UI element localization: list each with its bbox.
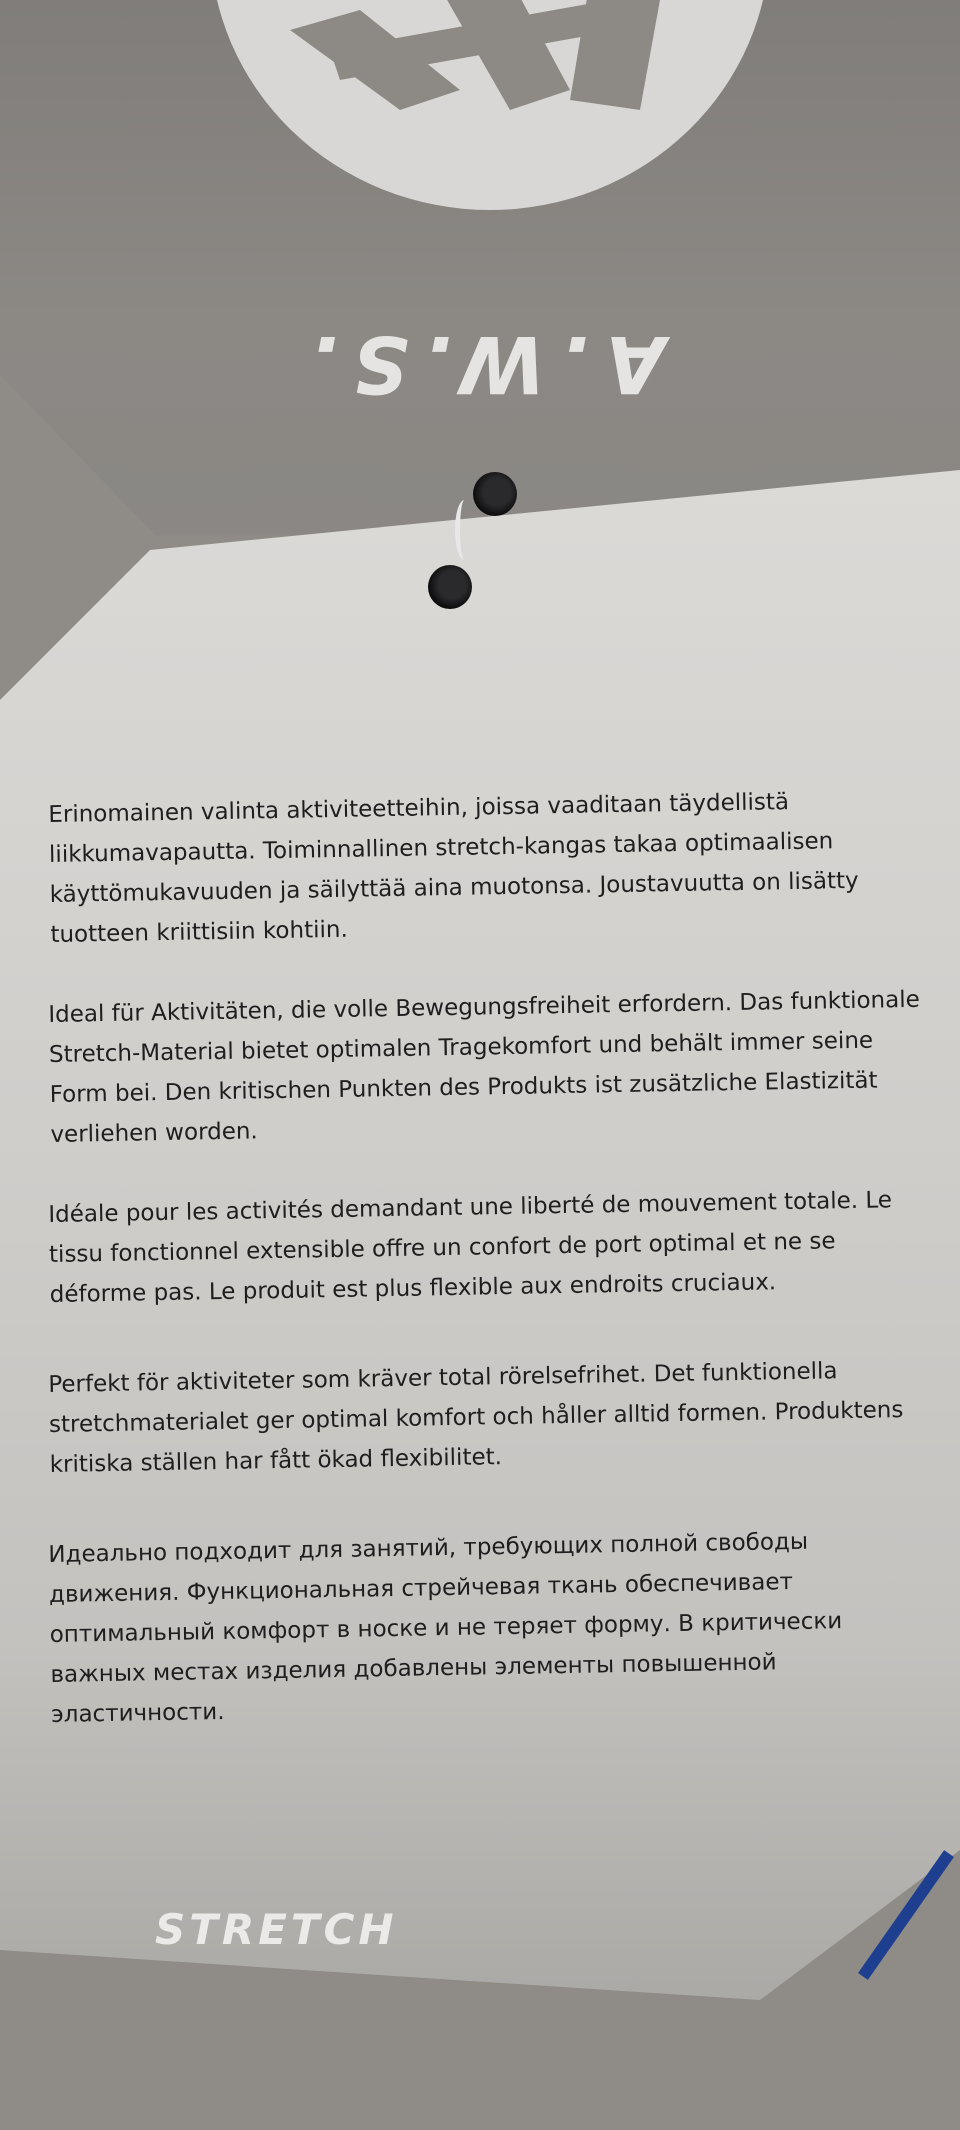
brand-logo-icon [210,0,770,210]
brand-logo-circle [210,0,770,210]
paragraph-finnish: Erinomainen valinta aktiviteetteihin, joissa vaaditaan täydellistä liikkumavapautta. Toiminnallinen stretch-kangas takaa optimaalisen käyttömukavuuden ja säilyttää aina muotonsa. Joustavuutta on lisätty tuotteen kriittisiin kohtiin. [48,789,859,948]
brand-wordmark: A.W.S. [294,318,666,408]
paragraph-french: Idéale pour les activités demandant une liberté de mouvement totale. Le tissu fonctionnel extensible offre un confort de port optimal et ne se déforme pas. Le produit est plus flexible aux endroits cruciaux. [48,1187,893,1308]
tag-punch-hole-bottom [428,565,472,609]
paragraph-russian: Идеально подходит для занятий, требующих полной свободы движения. Функциональная стрейчевая ткань обеспечивает оптимальный комфорт в носке и не теряет форму. В критически важных местах изделия добавлены элементы повышенной эластичности. [48,1528,843,1728]
paragraph-german: Ideal für Aktivitäten, die volle Bewegungsfreiheit erfordern. Das funktionale Stretch-Material bietet optimalen Tragekomfort und behält immer seine Form bei. Den kritischen Punkten des Produkts ist zusätzliche Elastizität verliehen worden. [48,986,920,1148]
paragraph-swedish: Perfekt för aktiviteter som kräver total rörelsefrihet. Det funktionella stretchmaterialet ger optimal komfort och håller alltid formen. Produktens kritiska ställen har fått ökad flexibilitet. [48,1358,904,1478]
tag-string [455,500,474,560]
tag-punch-hole-top [473,472,517,516]
stretch-label: STRETCH [155,1905,398,1954]
